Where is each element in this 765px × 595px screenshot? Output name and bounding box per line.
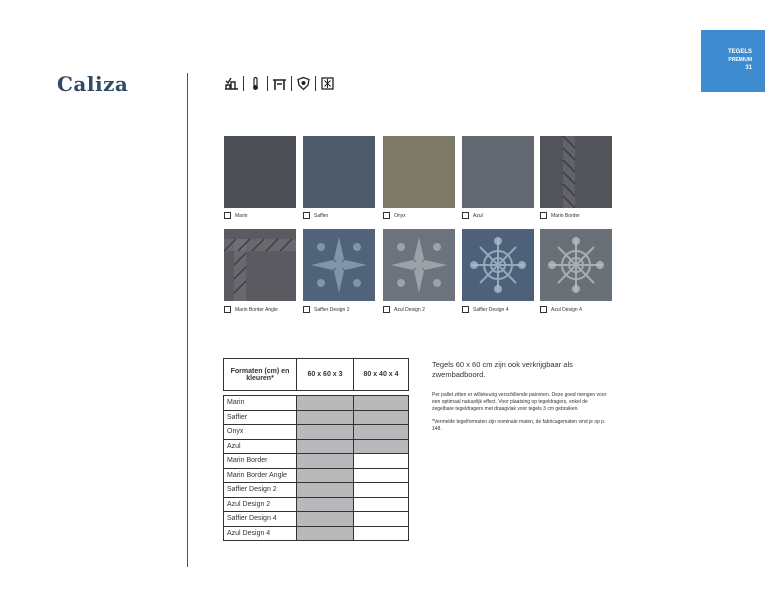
checkbox <box>224 212 231 219</box>
cell-80x40 <box>354 439 409 454</box>
checkbox <box>224 306 231 313</box>
tile-onyx <box>383 136 455 208</box>
badge-subcategory: PREMIUM <box>728 57 752 63</box>
page-badge <box>701 30 765 92</box>
cell-60x60 <box>297 396 354 411</box>
table-row: Marin <box>224 396 409 411</box>
cell-80x40 <box>354 483 409 498</box>
info-text <box>432 360 607 439</box>
checkbox <box>462 306 469 313</box>
badge-page-number: 31 <box>745 65 752 71</box>
table-row: Azul <box>224 439 409 454</box>
icon-separator <box>315 76 316 91</box>
cell-80x40 <box>354 410 409 425</box>
checkbox <box>462 212 469 219</box>
header-formats: Formaten (cm) en kleuren* <box>224 359 297 391</box>
floor-wall-icon <box>224 76 239 91</box>
cell-60x60 <box>297 410 354 425</box>
checkbox <box>383 212 390 219</box>
header-80x40x4: 80 x 40 x 4 <box>354 359 409 391</box>
caption-marin-border: Marin Border <box>540 212 580 219</box>
table-row: Marin Border <box>224 454 409 469</box>
caption-onyx: Onyx <box>383 212 406 219</box>
tile-azul-design-4 <box>540 229 612 301</box>
vertical-divider <box>187 73 188 567</box>
cell-80x40 <box>354 425 409 440</box>
caption-azul: Azul <box>462 212 483 219</box>
badge-category: TEGELS <box>727 49 752 55</box>
header-60x60x3: 60 x 60 x 3 <box>297 359 354 391</box>
cell-80x40 <box>354 497 409 512</box>
icon-separator <box>243 76 244 91</box>
cell-60x60 <box>297 439 354 454</box>
cell-80x40 <box>354 396 409 411</box>
checkbox <box>303 306 310 313</box>
cell-80x40 <box>354 526 409 541</box>
grid-box-icon <box>320 76 335 91</box>
table-row: Onyx <box>224 425 409 440</box>
caption-marin: Marin <box>224 212 248 219</box>
usage-icons <box>224 76 335 91</box>
info-headline: Tegels 60 x 60 cm zijn ook verkrijgbaar als zwembadboord. <box>432 360 573 379</box>
tile-saffier <box>303 136 375 208</box>
table-row: Azul Design 4 <box>224 526 409 541</box>
tile-azul-design-2 <box>383 229 455 301</box>
table-row: Azul Design 2 <box>224 497 409 512</box>
table-outdoor-icon <box>272 76 287 91</box>
cell-60x60 <box>297 512 354 527</box>
cell-60x60 <box>297 425 354 440</box>
frost-thermometer-icon <box>248 76 263 91</box>
caption-saffier-design-4: Saffier Design 4 <box>462 306 508 313</box>
caption-saffier-design-2: Saffier Design 2 <box>303 306 349 313</box>
cell-80x40 <box>354 454 409 469</box>
formats-table <box>223 358 409 541</box>
tile-saffier-design-4 <box>462 229 534 301</box>
checkbox <box>383 306 390 313</box>
cell-80x40 <box>354 512 409 527</box>
table-row: Saffier <box>224 410 409 425</box>
table-row: Saffier Design 2 <box>224 483 409 498</box>
checkbox <box>540 306 547 313</box>
table-row: Saffier Design 4 <box>224 512 409 527</box>
tile-marin <box>224 136 296 208</box>
checkbox <box>303 212 310 219</box>
checkbox <box>540 212 547 219</box>
caption-azul-design-2: Azul Design 2 <box>383 306 425 313</box>
tile-marin-border <box>540 136 612 208</box>
cell-80x40 <box>354 468 409 483</box>
caption-marin-border-angle: Marin Border Angle <box>224 306 278 313</box>
caption-saffier: Saffier <box>303 212 328 219</box>
icon-separator <box>291 76 292 91</box>
tile-saffier-design-2 <box>303 229 375 301</box>
cell-60x60 <box>297 483 354 498</box>
info-note-sizes: *Vermelde tegelformaten zijn nominale maten, de fabricagematen vind je op p. 148. <box>432 419 606 432</box>
cell-60x60 <box>297 454 354 469</box>
tile-azul <box>462 136 534 208</box>
icon-separator <box>267 76 268 91</box>
cell-60x60 <box>297 526 354 541</box>
table-row: Marin Border Angle <box>224 468 409 483</box>
cell-60x60 <box>297 497 354 512</box>
page-title: Caliza <box>57 72 129 96</box>
caption-azul-design-4: Azul Design 4 <box>540 306 582 313</box>
shield-icon <box>296 76 311 91</box>
tile-marin-border-angle <box>224 229 296 301</box>
info-note-pallet: Per pallet zitten er willekeurig verschillende patronen. Deze goed mengen voor een optimaal natuurlijk effect. Voor plaatsing op tegeldragers, enkel de zegelbare tegeldragers met draagvlak voor tegels 3 cm gebruiken. <box>432 392 607 412</box>
cell-60x60 <box>297 468 354 483</box>
